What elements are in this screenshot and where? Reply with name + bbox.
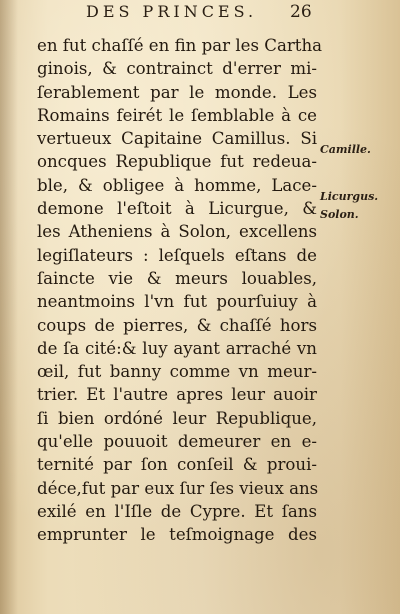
text-line: ginois, & contrainct d'errer mi- — [37, 59, 317, 79]
text-line: les Atheniens à Solon, excellens — [37, 222, 317, 242]
margin-note-solon: Solon. — [320, 208, 359, 221]
text-line: exilé en l'Iſle de Cypre. Et ſans — [37, 501, 317, 521]
text-line: demone l'eſtoit à Licurgue, & — [37, 199, 317, 219]
margin-note-licurgus: Licurgus. — [320, 190, 379, 203]
text-line: coups de pierres, & chaſſé hors — [37, 315, 317, 335]
page-number: 26 — [290, 2, 312, 22]
running-title: DES PRINCES. — [86, 2, 258, 21]
running-header — [86, 2, 312, 22]
text-line: ſi bien ordóné leur Republique, — [37, 408, 317, 428]
margin-note-camillus: Camille. — [320, 143, 371, 156]
gutter-shadow — [0, 0, 18, 614]
text-line: ſerablement par le monde. Les — [37, 82, 317, 102]
text-line: ſaincte vie & meurs louables, — [37, 268, 317, 288]
text-line: oncques Republique fut redeua- — [37, 152, 317, 172]
text-line: neantmoins l'vn fut pourſuiuy à — [37, 292, 317, 312]
text-line: emprunter le teſmoignage des — [37, 525, 317, 545]
text-line: legiſlateurs : leſquels eſtans de — [37, 245, 317, 265]
text-line: vertueux Capitaine Camillus. Si — [37, 129, 317, 149]
text-line: Romains feirét le ſemblable à ce — [37, 105, 317, 125]
text-line: déce,fut par eux ſur ſes vieux ans — [37, 478, 319, 498]
body-text — [37, 34, 323, 547]
text-line: ble, & obligee à homme, Lace- — [37, 175, 317, 195]
text-line: de ſa cité:& luy ayant arraché vn — [37, 338, 317, 358]
text-line: œil, fut banny comme vn meur- — [37, 362, 317, 382]
text-line: en fut chaſſé en fin par les Cartha — [37, 36, 323, 55]
text-line: qu'elle pouuoit demeurer en e- — [37, 432, 317, 452]
text-line: ternité par ſon conſeil & proui- — [37, 455, 317, 475]
text-line: trier. Et l'autre apres leur auoir — [37, 385, 317, 405]
